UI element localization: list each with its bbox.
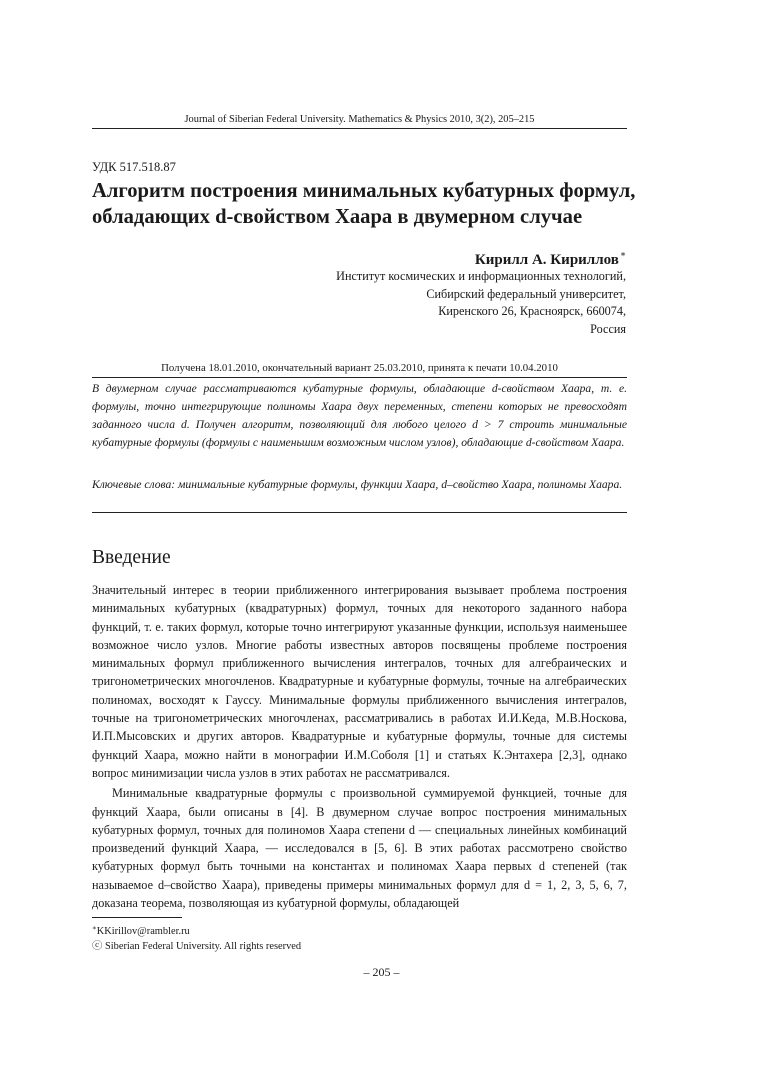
copyright-notice: ⓒ Siberian Federal University. All rights reserved	[92, 941, 302, 952]
paper-title-line-2: обладающих d-свойством Хаара в двумерном случае	[92, 206, 583, 228]
footnotes	[92, 921, 301, 954]
page-number: – 205 –	[363, 965, 400, 979]
received-dates: Получена 18.01.2010, окончательный вариант 25.03.2010, принята к печати 10.04.2010	[161, 362, 558, 374]
udc-code: УДК 517.518.87	[92, 160, 176, 174]
paragraph-1: Значительный интерес в теории приближенного интегрирования вызывает проблема построения минимальных кубатурных (квадратурных) формул, точных для некоторого заданного набора функций, т. е. таких формул, которые точно интегрируют указанные функции, используя наименьшее возможное число узлов. Многие работы известных авторов посвящены проблеме построения минимальных формул приближенного вычисления интегралов, точных для алгебраических и тригонометрических многочленов. Квадратурные и кубатурные формулы, точные на алгебраических полиномах, восходят к Гауссу. Минимальные формулы приближенного вычисления интегралов, точные на тригонометрических многочленах, рассматривались в работах И.И.Кеда, М.В.Носкова, И.П.Мысовских и других авторов. Квадратурные и кубатурные формулы, точные для системы функций Хаара, можно найти в монографии И.М.Соболя [1] и статьях К.Энтахера [2,3], однако вопрос минимизации числа узлов в этих работах не рассматривался.	[92, 583, 627, 780]
header-rule	[92, 128, 627, 129]
body-text	[92, 581, 627, 912]
affiliation	[336, 268, 626, 338]
author-name: Кирилл А. Кириллов	[474, 252, 619, 268]
affiliation-line-4: Россия	[590, 321, 626, 336]
affiliation-line-3: Киренского 26, Красноярск, 660074,	[438, 304, 626, 318]
keywords: Ключевые слова: минимальные кубатурные формулы, функции Хаара, d–свойство Хаара, полиномы Хаара.	[92, 478, 623, 491]
section-title: Введение	[92, 547, 171, 568]
author	[475, 249, 626, 269]
author-email: KKirillov@rambler.ru	[96, 926, 190, 937]
paper-title-line-1: Алгоритм построения минимальных кубатурных формул,	[92, 180, 636, 202]
paper-title	[92, 178, 652, 230]
abstract: В двумерном случае рассматриваются кубатурные формулы, обладающие d-свойством Хаара, т. е. формулы, точно интегрирующие полиномы Хаара двух переменных, степени которых не превосходят заданного числа d. Получен алгоритм, позволяющий для любого целого d > 7 строить минимальные кубатурные формулы (формулы с наименьшим возможным числом узлов), обладающие d-свойством Хаара.	[92, 382, 627, 449]
footnote-mark: ∗	[92, 924, 97, 932]
affiliation-line-1: Институт космических и информационных технологий,	[336, 269, 626, 283]
affiliation-line-2: Сибирский федеральный университет,	[426, 286, 626, 301]
abstract-top-rule	[92, 377, 627, 378]
paragraph-2: Минимальные квадратурные формулы с произвольной суммируемой функцией, точные для функций Хаара, были описаны в [4]. В двумерном случае вопрос построения минимальных кубатурных формул, точных для полиномов Хаара степени d — специальных линейных комбинаций произведений функций Хаара, — исследовался в [5, 6]. В этих работах рассмотрено свойство кубатурных формул быть точными на константах и полиномах Хаара первых d степеней (так называемое d–свойство Хаара), приведены примеры минимальных формул для d = 1, 2, 3, 5, 6, 7, доказана теорема, позволяющая из кубатурной формулы, обладающей	[92, 786, 627, 911]
footnote-rule	[92, 917, 182, 918]
running-head: Journal of Siberian Federal University. Mathematics & Physics 2010, 3(2), 205–215	[184, 114, 535, 125]
author-footnote-mark: ∗	[619, 249, 626, 259]
footnote-email	[92, 921, 301, 939]
abstract-bottom-rule	[92, 512, 627, 513]
